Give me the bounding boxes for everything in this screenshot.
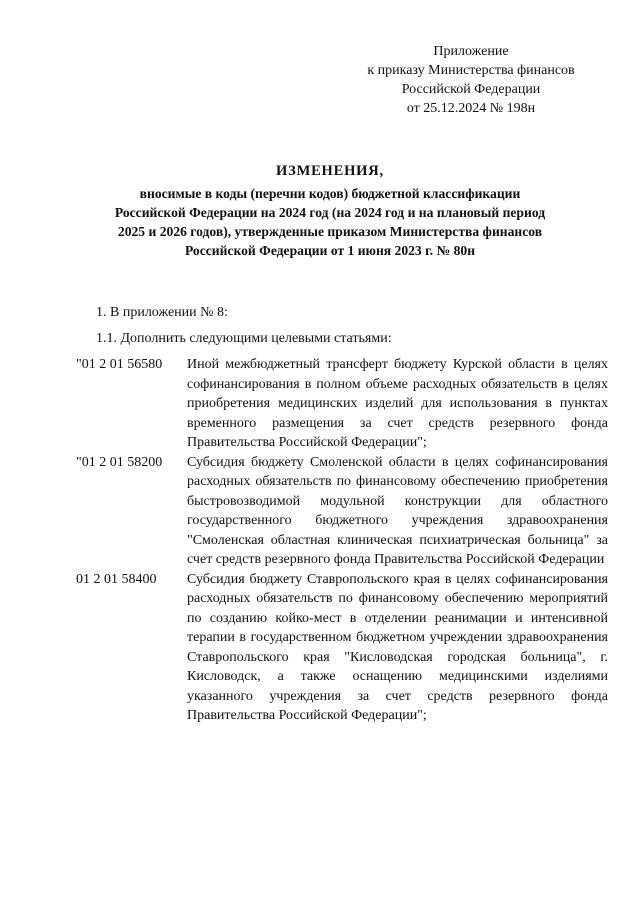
list-item — [76, 453, 608, 570]
title-line: Российской Федерации от 1 июня 2023 г. № 80н — [184, 243, 476, 258]
entry-code: "01 2 01 58200 — [76, 454, 163, 470]
title-line: Российской Федерации на 2024 год (на 2024 год и на плановый период — [114, 205, 546, 220]
entries-list — [76, 355, 608, 726]
title-line: 2025 и 2026 годов), утвержденные приказом Министерства финансов — [117, 224, 543, 239]
appendix-country: Российской Федерации — [401, 82, 541, 97]
list-item — [76, 570, 608, 726]
entry-code: "01 2 01 56580 — [76, 357, 163, 372]
entry-description: Иной межбюджетный трансферт бюджету Курской области в целях софинансирования в полном объеме расходных обязательств в целях приобретения медицинских изделий для использования в пунктах временного размещения за счет средств резервного фонда Правительства Российской Федерации"; — [187, 357, 608, 450]
entry-code: 01 2 01 58400 — [76, 571, 157, 587]
appendix-date-number: от 25.12.2024 № 198н — [406, 101, 536, 116]
title-line: вносимые в коды (перечни кодов) бюджетной классификации — [139, 186, 521, 201]
title-main: ИЗМЕНЕНИЯ, — [276, 163, 384, 179]
entry-description: Субсидия бюджету Ставропольского края в целях софинансирования расходных обязательств по финансовому обеспечению мероприятий по созданию койко-мест в отделении реанимации и интенсивной терапии в государственном бюджетном учреждении здравоохранения Ставропольского края "Кисловодская городская больница", г. Кисловодск, а также оснащению медицинскими изделиями указанного учреждения за счет средств резервного фонда Правительства Российской Федерации"; — [187, 571, 608, 723]
point-1: 1. В приложении № 8: — [96, 305, 228, 320]
entry-description: Субсидия бюджету Смоленской области в целях софинансирования расходных обязательств по финансовому обеспечению приобретения быстровозводимой модульной конструкции для областного государственного бюджетного учреждения здравоохранения "Смоленская областная клиническая психиатрическая больница" за счет средств резервного фонда Правительства Российской Федерации — [187, 454, 608, 567]
document-title — [70, 162, 590, 260]
appendix-header — [330, 42, 612, 118]
title-subtitle — [70, 184, 590, 260]
point-1-1: 1.1. Дополнить следующими целевыми статьями: — [96, 331, 392, 346]
list-item — [76, 355, 608, 453]
appendix-order-ref: к приказу Министерства финансов — [367, 63, 575, 78]
appendix-label: Приложение — [433, 44, 509, 59]
